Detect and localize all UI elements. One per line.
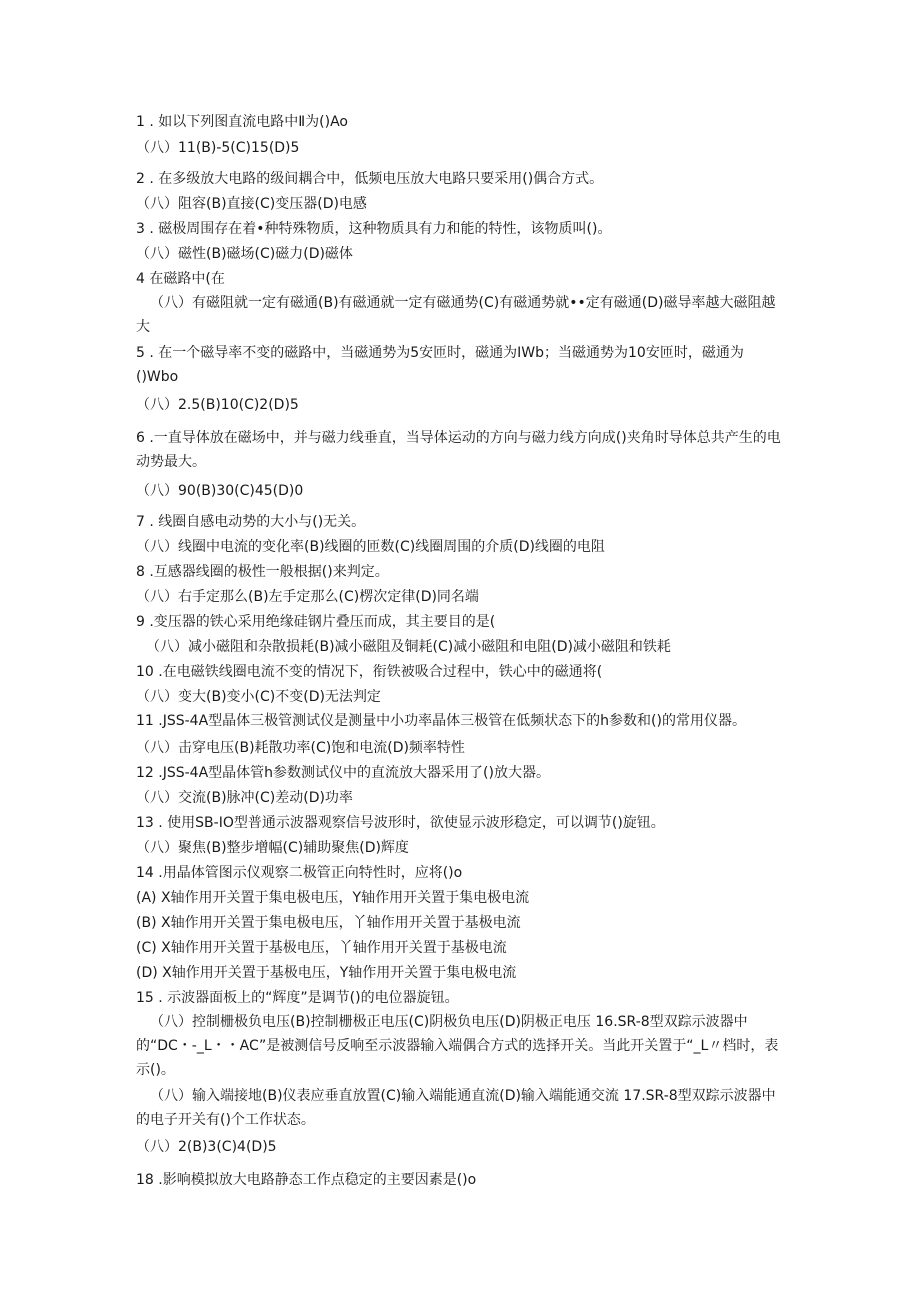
options-17: （八）2(B)3(C)4(D)5 [136,1139,277,1155]
options-3: （八）磁性(B)磁场(C)磁力(D)磁体 [136,246,353,262]
option-14a: (A) X轴作用开关置于集电极电压，Y轴作用开关置于集电极电流 [136,890,530,906]
options-10: （八）变大(B)变小(C)不变(D)无法判定 [136,689,381,705]
options-5: （八）2.5(B)10(C)2(D)5 [136,397,299,413]
question-12: 12 .JSS-4A型晶体管h参数测试仪中的直流放大器采用了()放大器。 [136,765,550,781]
question-3: 3 . 磁极周围存在着•种特殊物质，这种物质具有力和能的特性，该物质叫()。 [136,221,612,237]
question-2: 2 . 在多级放大电路的级间耦合中，低频电压放大电路只要采用()偶合方式。 [136,171,604,187]
options-12: （八）交流(B)脉冲(C)差动(D)功率 [136,790,353,806]
question-10: 10 .在电磁铁线圈电流不变的情况下，衔铁被吸合过程中，铁心中的磁通将( [136,664,603,680]
question-9: 9 .变压器的铁心采用绝缘硅钢片叠压而成，其主要目的是( [136,614,496,630]
question-14: 14 .用晶体管图示仪观察二极管正向特性时，应将()o [136,865,463,881]
option-14d: (D) X轴作用开关置于基极电压，Y轴作用开关置于集电极电流 [136,965,517,981]
question-1: 1 . 如以下列图直流电路中Ⅱ为()Ao [136,114,348,130]
question-11: 11 .JSS-4A型晶体三极管测试仪是测量中小功率晶体三极管在低频状态下的h参数和()的常用仪器。 [136,713,746,729]
options-13: （八）聚焦(B)整步增幅(C)辅助聚焦(D)辉度 [136,840,409,856]
option-14b: (B) X轴作用开关置于集电极电压，丫轴作用开关置于基极电流 [136,915,521,931]
options-16-question-17: （八）输入端接地(B)仪表应垂直放置(C)输入端能通直流(D)输入端能通交流 17.SR-8型双踪示波器中的电子开关有()个工作状态。 [136,1088,776,1128]
question-15: 15 . 示波器面板上的“辉度”是调节()的电位器旋钮。 [136,990,459,1006]
options-15-question-16: （八）控制栅极负电压(B)控制栅极正电压(C)阴极负电压(D)阴极正电压 16.SR-8型双踪示波器中的“DC・-_L・・AC”是被测信号反响至示波器输入端偶合方式的选择开关。当此开关置于“_L〃档时，表示()。 [136,1014,779,1078]
question-8: 8 .互感器线圈的极性一般根据()来判定。 [136,564,389,580]
question-13: 13 . 使用SB-IO型普通示波器观察信号波形时，欲使显示波形稳定，可以调节()旋钮。 [136,815,665,831]
question-6: 6 .一直导体放在磁场中，并与磁力线垂直，当导体运动的方向与磁力线方向成()夹角时导体总共产生的电动势最大。 [136,430,781,470]
document-page [136,108,786,1190]
options-1: （八）11(B)-5(C)15(D)5 [136,140,300,156]
options-9: （八）减小磁阻和杂散损耗(B)减小磁阻及铜耗(C)减小磁阻和电阻(D)减小磁阻和铁耗 [146,639,671,655]
options-8: （八）右手定那么(B)左手定那么(C)楞次定律(D)同名端 [136,589,479,605]
options-6: （八）90(B)30(C)45(D)0 [136,483,304,499]
options-11: （八）击穿电压(B)耗散功率(C)饱和电流(D)频率特性 [136,740,465,756]
question-4: 4 在磁路中(在 [136,271,225,287]
question-5: 5 . 在一个磁导率不变的磁路中，当磁通势为5安匝时，磁通为IWb；当磁通势为10安匝时，磁通为()Wbo [136,345,744,385]
option-14c: (C) X轴作用开关置于基极电压，丫轴作用开关置于基极电流 [136,940,507,956]
question-7: 7 . 线圈自感电动势的大小与()无关。 [136,514,366,530]
options-2: （八）阻容(B)直接(C)变压器(D)电感 [136,196,367,212]
options-7: （八）线圈中电流的变化率(B)线圈的匝数(C)线圈周围的介质(D)线圈的电阻 [136,539,605,555]
question-18: 18 .影响模拟放大电路静态工作点稳定的主要因素是()o [136,1172,477,1188]
options-4: （八）有磁阻就一定有磁通(B)有磁通就一定有磁通势(C)有磁通势就••定有磁通(D)磁导率越大磁阻越大 [136,295,776,335]
